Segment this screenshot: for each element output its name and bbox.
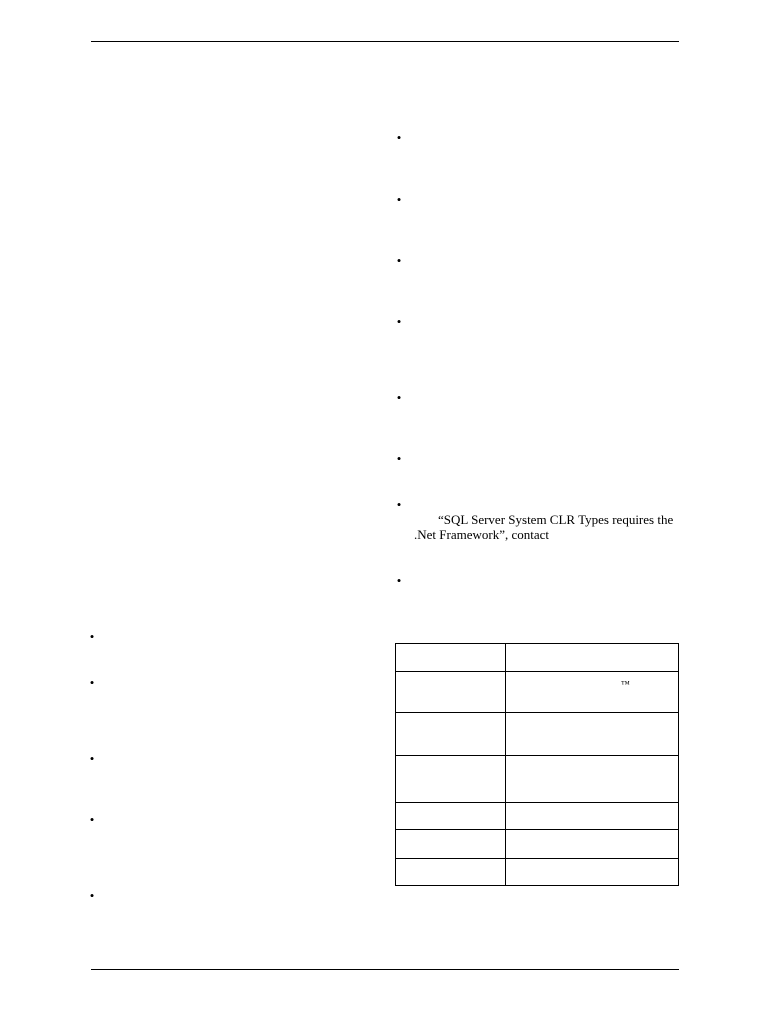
table-row bbox=[396, 830, 679, 859]
requirements-table bbox=[395, 643, 679, 886]
paragraph-text: .Net Framework”, contact bbox=[414, 527, 550, 542]
paragraph-line bbox=[414, 512, 678, 527]
paragraph-line bbox=[414, 527, 678, 542]
table-row bbox=[396, 756, 679, 803]
list-bullet: • bbox=[396, 192, 402, 207]
list-bullet: • bbox=[396, 497, 402, 512]
table-row bbox=[396, 672, 679, 713]
list-bullet: • bbox=[89, 888, 95, 903]
list-bullet: • bbox=[396, 253, 402, 268]
table-cell bbox=[506, 830, 679, 859]
table-cell bbox=[506, 803, 679, 830]
table-cell bbox=[506, 644, 679, 672]
list-bullet: • bbox=[396, 314, 402, 329]
list-bullet: • bbox=[396, 390, 402, 405]
table-cell bbox=[396, 756, 506, 803]
clr-types-paragraph bbox=[414, 512, 678, 542]
table-row bbox=[396, 803, 679, 830]
table-cell bbox=[396, 830, 506, 859]
table-cell bbox=[506, 756, 679, 803]
table-cell bbox=[396, 713, 506, 756]
table-row bbox=[396, 713, 679, 756]
footer-rule bbox=[91, 969, 679, 970]
list-bullet: • bbox=[89, 675, 95, 690]
table-row bbox=[396, 644, 679, 672]
table-cell bbox=[396, 644, 506, 672]
table-cell bbox=[506, 672, 679, 713]
list-bullet: • bbox=[396, 130, 402, 145]
header-rule bbox=[91, 41, 679, 42]
list-bullet: • bbox=[89, 629, 95, 644]
list-bullet: • bbox=[89, 812, 95, 827]
table-cell bbox=[396, 859, 506, 886]
list-bullet: • bbox=[396, 573, 402, 588]
table-cell bbox=[506, 859, 679, 886]
table-cell bbox=[396, 803, 506, 830]
list-bullet: • bbox=[396, 451, 402, 466]
paragraph-text: “SQL Server System CLR Types requires the bbox=[438, 512, 674, 527]
table-row bbox=[396, 859, 679, 886]
list-bullet: • bbox=[89, 751, 95, 766]
table-cell bbox=[506, 713, 679, 756]
trademark-symbol: ™ bbox=[621, 679, 630, 689]
table-cell bbox=[396, 672, 506, 713]
